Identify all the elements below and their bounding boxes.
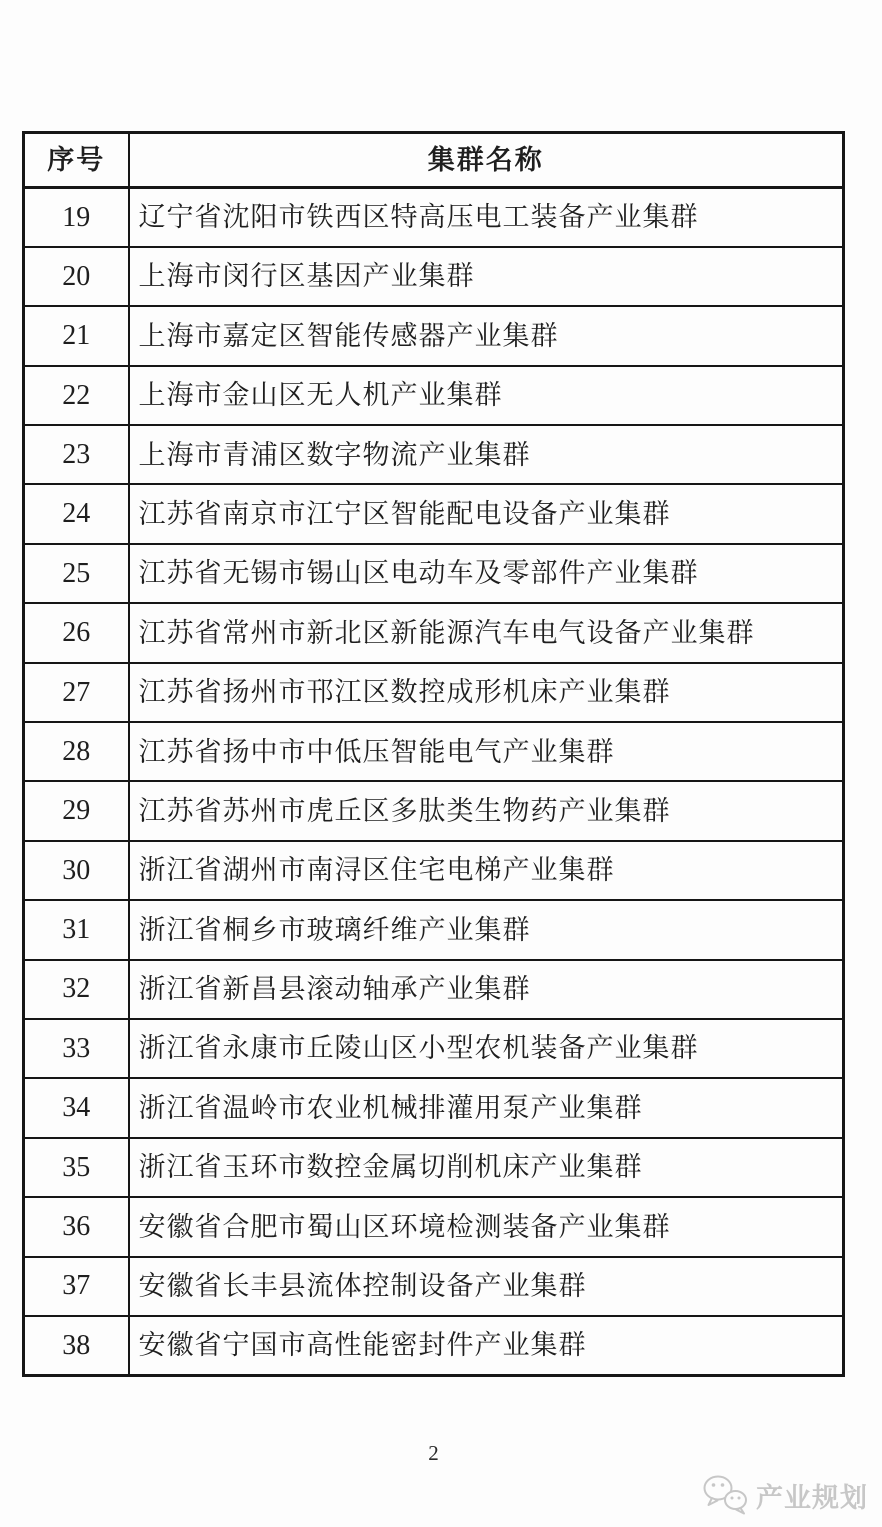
table-row bbox=[24, 306, 844, 365]
cluster-name-cell: 江苏省南京市江宁区智能配电设备产业集群 bbox=[129, 484, 844, 543]
row-number-cell: 35 bbox=[24, 1138, 129, 1197]
cluster-name-cell: 浙江省永康市丘陵山区小型农机装备产业集群 bbox=[129, 1019, 844, 1078]
table-row bbox=[24, 663, 844, 722]
table-row bbox=[24, 1316, 844, 1375]
table-row bbox=[24, 544, 844, 603]
cluster-name-cell: 江苏省苏州市虎丘区多肽类生物药产业集群 bbox=[129, 781, 844, 840]
row-number-cell: 28 bbox=[24, 722, 129, 781]
cluster-name-cell: 上海市嘉定区智能传感器产业集群 bbox=[129, 306, 844, 365]
table-row bbox=[24, 1197, 844, 1256]
row-number-cell: 23 bbox=[24, 425, 129, 484]
row-number-cell: 25 bbox=[24, 544, 129, 603]
table-row bbox=[24, 1019, 844, 1078]
cluster-name-cell: 安徽省长丰县流体控制设备产业集群 bbox=[129, 1257, 844, 1316]
cluster-name-cell: 江苏省扬州市邗江区数控成形机床产业集群 bbox=[129, 663, 844, 722]
cluster-name-cell: 安徽省合肥市蜀山区环境检测装备产业集群 bbox=[129, 1197, 844, 1256]
cluster-name-cell: 辽宁省沈阳市铁西区特高压电工装备产业集群 bbox=[129, 188, 844, 247]
row-number-cell: 24 bbox=[24, 484, 129, 543]
watermark bbox=[701, 1474, 868, 1516]
table-row bbox=[24, 1257, 844, 1316]
table-row bbox=[24, 781, 844, 840]
row-number-cell: 38 bbox=[24, 1316, 129, 1375]
cluster-name-cell: 上海市青浦区数字物流产业集群 bbox=[129, 425, 844, 484]
row-number-cell: 31 bbox=[24, 900, 129, 959]
row-number-cell: 21 bbox=[24, 306, 129, 365]
cluster-name-cell: 上海市闵行区基因产业集群 bbox=[129, 247, 844, 306]
page-number: 2 bbox=[428, 1441, 439, 1465]
table-row bbox=[24, 722, 844, 781]
row-number-cell: 29 bbox=[24, 781, 129, 840]
row-number-cell: 26 bbox=[24, 603, 129, 662]
row-number-cell: 30 bbox=[24, 841, 129, 900]
cluster-name-cell: 江苏省无锡市锡山区电动车及零部件产业集群 bbox=[129, 544, 844, 603]
table-row bbox=[24, 425, 844, 484]
cluster-name-cell: 上海市金山区无人机产业集群 bbox=[129, 366, 844, 425]
row-number-cell: 19 bbox=[24, 188, 129, 247]
row-number-cell: 33 bbox=[24, 1019, 129, 1078]
cluster-name-cell: 浙江省湖州市南浔区住宅电梯产业集群 bbox=[129, 841, 844, 900]
cluster-table bbox=[22, 131, 845, 1377]
header-serial-number: 序号 bbox=[24, 133, 129, 188]
table-row bbox=[24, 960, 844, 1019]
table-row bbox=[24, 366, 844, 425]
table-row bbox=[24, 247, 844, 306]
table-header-row bbox=[24, 133, 844, 188]
table-row bbox=[24, 841, 844, 900]
table-row bbox=[24, 1138, 844, 1197]
watermark-label: 产业规划 bbox=[756, 1482, 868, 1513]
cluster-name-cell: 浙江省玉环市数控金属切削机床产业集群 bbox=[129, 1138, 844, 1197]
row-number-cell: 22 bbox=[24, 366, 129, 425]
row-number-cell: 37 bbox=[24, 1257, 129, 1316]
cluster-name-cell: 江苏省常州市新北区新能源汽车电气设备产业集群 bbox=[129, 603, 844, 662]
table-row bbox=[24, 1078, 844, 1137]
row-number-cell: 27 bbox=[24, 663, 129, 722]
row-number-cell: 34 bbox=[24, 1078, 129, 1137]
header-cluster-name: 集群名称 bbox=[129, 133, 844, 188]
table-row bbox=[24, 603, 844, 662]
row-number-cell: 32 bbox=[24, 960, 129, 1019]
table-row bbox=[24, 484, 844, 543]
table-row bbox=[24, 188, 844, 247]
wechat-icon bbox=[701, 1474, 749, 1516]
cluster-name-cell: 浙江省新昌县滚动轴承产业集群 bbox=[129, 960, 844, 1019]
cluster-name-cell: 浙江省温岭市农业机械排灌用泵产业集群 bbox=[129, 1078, 844, 1137]
cluster-name-cell: 江苏省扬中市中低压智能电气产业集群 bbox=[129, 722, 844, 781]
table-row bbox=[24, 900, 844, 959]
cluster-name-cell: 安徽省宁国市高性能密封件产业集群 bbox=[129, 1316, 844, 1375]
row-number-cell: 36 bbox=[24, 1197, 129, 1256]
row-number-cell: 20 bbox=[24, 247, 129, 306]
cluster-name-cell: 浙江省桐乡市玻璃纤维产业集群 bbox=[129, 900, 844, 959]
